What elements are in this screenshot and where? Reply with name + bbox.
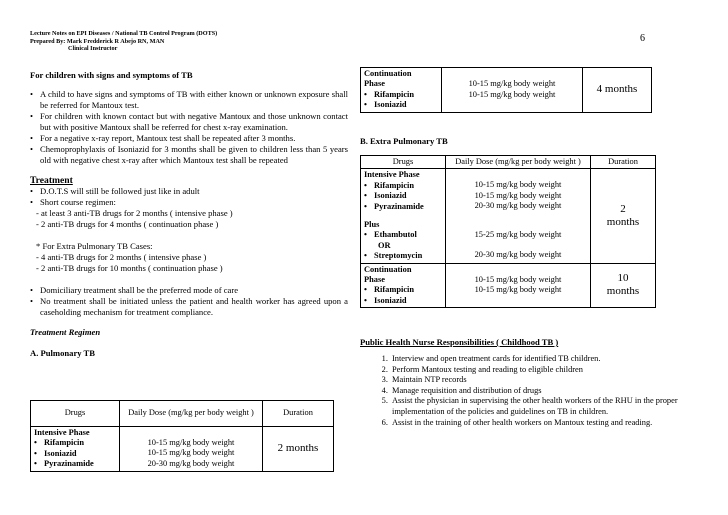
list-item: • Short course regimen: [30,197,348,208]
phn-heading: Public Health Nurse Responsibilities ( Childhood TB ) [360,337,559,347]
page-number: 6 [640,33,645,44]
list-item: • For a negative x-ray report, Mantoux test shall be repeated after 3 months. [30,133,348,144]
or-label: OR [378,240,391,250]
column-header: Drugs [361,156,446,169]
regimen-line: - at least 3 anti-TB drugs for 2 months ( intensive phase ) [36,208,233,218]
phase-label: Intensive Phase [34,428,90,437]
regimen-line: - 4 anti-TB drugs for 2 months ( intensive phase ) [36,252,207,262]
drug-name: • Rifampicin [364,90,438,100]
dose-cell [446,169,591,263]
drugs-cell [361,169,446,263]
column-header: Daily Dose (mg/kg per body weight ) [120,401,263,427]
dose-value: 10-15 mg/kg body weight [474,285,562,295]
duration-unit: months [606,216,640,229]
header-role: Clinical Instructor [68,45,118,53]
list-item: • A child to have signs and symptoms of TB with either known or unknown exposure shall be referred for Mantoux test. [30,89,348,111]
duration-cell [591,169,656,263]
dose-cell [446,263,591,308]
extra-pulmonary-table [360,155,656,308]
table-row [361,263,656,308]
column-header: Duration [591,156,656,169]
extra-pulmonary-note: * For Extra Pulmonary TB Cases: [36,241,153,251]
regimen-lines [30,208,348,274]
duration-number: 10 [617,272,629,285]
drug-name: • Rifampicin [364,181,442,191]
list-item: 1. Interview and open treatment cards for identified TB children. [390,354,678,365]
header-title: Lecture Notes on EPI Diseases / National TB Control Program (DOTS) [30,30,218,37]
list-item: 4. Manage requisition and distribution of drugs [390,386,678,397]
dose-cell [442,68,583,113]
list-item: • For children with known contact but with negative Mantoux and those unknown contact but with positive Mantoux shall be referred for chest x-ray examination. [30,111,348,133]
drug-name: • Isoniazid [364,191,442,201]
table-row [361,169,656,263]
column-header: Drugs [31,401,120,427]
phase-label: Phase [364,79,385,89]
drugs-cell [31,427,120,472]
dose-value: 20-30 mg/kg body weight [474,250,562,260]
regimen-heading: Treatment Regimen [30,327,101,337]
phase-label: Continuation [364,69,412,78]
list-item: • Domiciliary treatment shall be the preferred mode of care [30,285,348,296]
drug-name: • Streptomycin [364,251,442,261]
drugs-cell [361,68,442,113]
list-item: 2. Perform Mantoux testing and reading to eligible children [390,365,678,376]
document-header [30,30,217,53]
care-bullets [30,285,348,318]
list-item: • Chemoprophylaxis of Isoniazid for 3 months shall be given to children less than 5 years old with negative chest x-ray after which Mantoux test shall be repeated [30,144,348,166]
list-item: 6. Assist in the training of other health workers on Mantoux testing and reading. [390,418,678,429]
dose-value: 10-15 mg/kg body weight [474,180,562,190]
dose-value: 10-15 mg/kg body weight [147,438,235,447]
phn-responsibilities-list [360,354,678,428]
list-item: 3. Maintain NTP records [390,375,678,386]
duration-number: 2 [620,203,626,216]
drug-name: • Ethambutol [364,230,442,240]
duration-cell [591,263,656,308]
drug-name: • Pyrazinamide [34,459,116,469]
phn-list-container [360,354,678,428]
column-header: Duration [263,401,334,427]
header-author: Prepared By: Mark Fredderick R Abejo RN, MAN [30,37,165,45]
pulmonary-table [30,400,334,472]
duration-unit: months [606,285,640,298]
drug-name: • Pyrazinamide [364,202,442,212]
treatment-bullets [30,186,348,208]
regimen-line: - 2 anti-TB drugs for 10 months ( continuation phase ) [36,263,223,273]
plus-label: Plus [364,220,380,230]
list-item: • No treatment shall be initiated unless the patient and health worker has agreed upon a caseholding mechanism for treatment compliance. [30,296,348,318]
dose-value: 10-15 mg/kg body weight [474,275,562,285]
dose-value: 10-15 mg/kg body weight [147,448,235,458]
column-header: Daily Dose (mg/kg per body weight ) [446,156,591,169]
table-header-row [361,156,656,169]
left-column [30,70,348,359]
dose-value: 15-25 mg/kg body weight [474,229,562,239]
drug-name: • Isoniazid [364,296,442,306]
table-row [31,427,334,472]
list-item: 5. Assist the physician in supervising the other health workers of the RHU in the proper implementation of the policies and guidelines on TB in children. [390,396,678,417]
dose-value: 10-15 mg/kg body weight [468,79,556,89]
dose-value: 20-30 mg/kg body weight [474,201,562,211]
pulmonary-heading: A. Pulmonary TB [30,348,96,358]
dose-value: 20-30 mg/kg body weight [147,458,235,468]
drug-name: • Isoniazid [34,449,116,459]
table-row [361,68,652,113]
children-heading: For children with signs and symptoms of TB [30,70,193,80]
duration-cell: 4 months [583,68,652,113]
drug-name: • Isoniazid [364,100,438,110]
extra-pulmonary-heading: B. Extra Pulmonary TB [360,136,448,146]
dose-value: 10-15 mg/kg body weight [474,190,562,200]
dose-cell [120,427,263,472]
list-item: • D.O.T.S will still be followed just like in adult [30,186,348,197]
drug-name: • Rifampicin [34,438,116,448]
duration-cell: 2 months [263,427,334,472]
phase-label: Continuation [364,264,412,274]
treatment-heading: Treatment [30,175,73,186]
phase-label: Phase [364,275,385,285]
continuation-table [360,67,652,113]
dose-value: 10-15 mg/kg body weight [468,89,556,99]
children-bullets [30,89,348,166]
regimen-line: - 2 anti-TB drugs for 4 months ( continuation phase ) [36,219,219,229]
drug-name: • Rifampicin [364,285,442,295]
drugs-cell [361,263,446,308]
phase-label: Intensive Phase [364,170,420,180]
table-header-row [31,401,334,427]
